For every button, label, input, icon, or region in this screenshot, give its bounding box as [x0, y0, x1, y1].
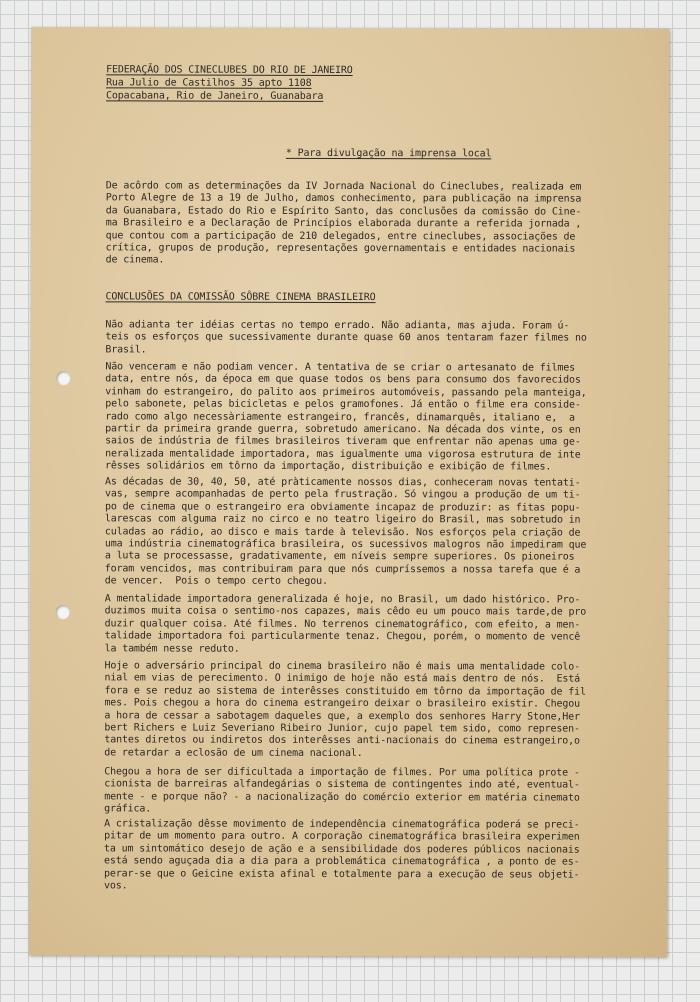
text-line: nial em vias de perecimento. O inimigo de hoje não está mais dentro de nós. Está	[104, 672, 581, 686]
text-line: da Guanabara, Estado do Rio e Espírito Santo, das conclusões da comissão do Cine-	[105, 205, 582, 218]
text-line: As décadas de 30, 40, 50, até pràticamente nossos dias, conheceram novas tentati-	[105, 476, 581, 489]
text-line: cionista de barreiras alfandegárias o sistema de contingentes indo até, eventual-	[104, 778, 580, 792]
text-line: teis os esforços que sucessivamente durante quase 60 anos tentaram fazer filmes no	[105, 331, 587, 345]
letterhead-address: Rua Julio de Castilhos 35 apto 1108	[106, 77, 312, 89]
text-line: neralizada mentalidade importadora, mas igualmente uma vigorosa estrutura de inte	[105, 448, 581, 461]
press-notice-text: * Para divulgação na imprensa local	[285, 147, 492, 160]
text-line: larescas com alguma raiz no circo e no teatro ligeiro do Brasil, mas sobretudo in	[104, 513, 581, 526]
text-line: saios de indústria de filmes brasileiros tiveram que enfrentar não apenas uma ge-	[105, 435, 581, 449]
text-line: que contou com a participação de 210 delegados, entre cineclubes, associações de	[105, 229, 576, 243]
text-line: vinham do estrangeiro, do palito aos primeiros automóveis, passando pela manteiga,	[105, 386, 587, 399]
text-line: Porto Alegre de 13 a 19 de Julho, damos conhecimento, para publicação na imprensa	[105, 192, 582, 206]
text-line: a luta se processasse, gradativamente, em níveis sempre superiores. Os pioneiros	[104, 550, 575, 564]
text-line: ma Brasileiro e a Declaração de Princípios elaborada durante a referida jornada ,	[105, 217, 582, 230]
section-title-text: CONCLUSÕES DA COMISSÃO SÔBRE CINEMA BRASILEIRO	[105, 291, 376, 304]
letterhead-org: FEDERAÇÃO DOS CINECLUBES DO RIO DE JANEIRO	[106, 64, 353, 77]
text-line: perar-se que o Geicine exista afinal e totalmente para a execução de seus objeti-	[103, 867, 580, 881]
text-line: foram vencidos, mas contribuiram para que nós cumpríssemos a nossa tarefa que é a	[104, 563, 581, 576]
text-line: crítica, grupos de produção, representações governamentais e entidades nacionais	[105, 242, 576, 255]
text-line: talidade importadora foi particularmente tenaz. Chegou, porém, o momento de vencê	[104, 630, 581, 643]
text-line: tantes diretos ou indiretos dos interêsses anti-nacionais do cinema estrangeiro,o	[104, 734, 580, 748]
text-line: a hora de cessar a sabotagem daqueles que, a exemplo dos senhores Harry Stone,Her	[104, 709, 580, 723]
body-paragraph	[105, 319, 638, 358]
punch-hole	[56, 371, 70, 385]
text-line: fora e se reduz ao sistema de interêsses constituido em tôrno da importação de fil	[104, 685, 586, 698]
text-line: mes. Pois chegou a hora do cinema estrangeiro deixar o brasileiro existir. Chegou	[104, 697, 580, 710]
body-paragraph	[105, 593, 638, 656]
punch-hole	[56, 605, 70, 619]
text-line: Hoje o adversário principal do cinema brasileiro não é mais uma mentalidade colo-	[104, 660, 581, 673]
text-line: vas, sempre acompanhadas de perto pela frustração. Só vingou a produção de um ti-	[104, 488, 581, 502]
body-paragraph	[104, 766, 637, 817]
text-line: de retardar a eclosão de um cinema nacional.	[104, 747, 363, 759]
body-paragraph	[105, 361, 638, 474]
text-line: Chegou a hora de ser dificultada a importação de filmes. Por uma política prote -	[104, 766, 580, 779]
text-line: mente - e porque não? - a nacionalização do comércio exterior em matéria cinemato	[104, 791, 580, 804]
text-line: culadas ao rádio, ao disco e mais tarde à televisão. Nos esforços pela criação de	[104, 525, 581, 539]
body-paragraph	[104, 660, 637, 761]
body-paragraph	[104, 818, 637, 894]
text-line: De acôrdo com as determinações da IV Jornada Nacional do Cineclubes, realizada em	[105, 180, 582, 193]
text-line: gráfica.	[104, 803, 152, 815]
text-line: rêsses solidários em tôrno da importação, distribuição e exibição de filmes.	[105, 460, 552, 473]
text-line: duzir qualquer coisa. Até filmes. No terrenos cinematográfico, com efeito, a men-	[104, 618, 581, 631]
intro-paragraph	[106, 180, 639, 268]
text-line: rado como algo necessàriamente estrangeiro, francês, dinamarquês, italiano e, a	[105, 410, 575, 424]
body-paragraph	[105, 476, 638, 589]
text-line: po de cinema que o estrangeiro era obviamente incapaz de produzir: as fitas popu-	[104, 501, 581, 514]
text-line: está sendo aguçada dia a dia para a problemática cinematográfica , a ponto de es-	[104, 855, 580, 868]
text-line: vos.	[103, 880, 128, 892]
text-line: Não venceram e não podiam vencer. A tentativa de se criar o artesanato de filmes	[105, 361, 575, 374]
text-line: data, entre nós, da época em que quase todos os bens para consumo dos favorecidos	[105, 373, 581, 387]
text-line: bert Richers e Luiz Severiano Ribeiro Junior, cujo papel tem sido, como represen-	[104, 722, 580, 735]
text-line: ta um sintomático desejo de ação e a sensibilidade dos poderes públicos nacionais	[104, 843, 580, 856]
press-notice	[286, 148, 639, 161]
text-line: Brasil.	[105, 344, 147, 356]
letterhead-city: Copacabana, Rio de Janeiro, Guanabara	[106, 89, 324, 102]
text-line: A mentalidade importadora generalizada é hoje, no Brasil, um dado histórico. Pro-	[104, 593, 581, 606]
text-line: duzimos muita coisa o sentimo-nos capazes, mais cêdo eu um pouco mais tarde,de pro	[104, 605, 587, 619]
text-line: uma indústria cinematográfica brasileira, os sucessivos malogros não impediram que	[104, 538, 587, 551]
letterhead	[106, 64, 639, 104]
section-title	[105, 291, 638, 305]
text-line: partir da primeira grande guerra, sobretudo americano. Na década dos vinte, os en	[105, 423, 581, 436]
text-line: la também nesse reduto.	[104, 642, 240, 655]
document-page	[29, 27, 669, 957]
text-line: de cinema.	[105, 254, 165, 266]
text-line: pitar de um momento para outro. A corporação cinematográfica brasileira experimen	[104, 830, 580, 844]
text-line: Não adianta ter idéias certas no tempo errado. Não adianta, mas ajuda. Foram ú-	[105, 319, 570, 332]
text-line: de vencer. Pois o tempo certo chegou.	[104, 575, 328, 588]
text-line: pelo sabonete, pelas bicicletas e pelos gramofones. Já então o filme era conside-	[105, 398, 581, 411]
text-line: A cristalização dêsse movimento de independência cinematográfica poderá se preci-	[104, 818, 580, 831]
